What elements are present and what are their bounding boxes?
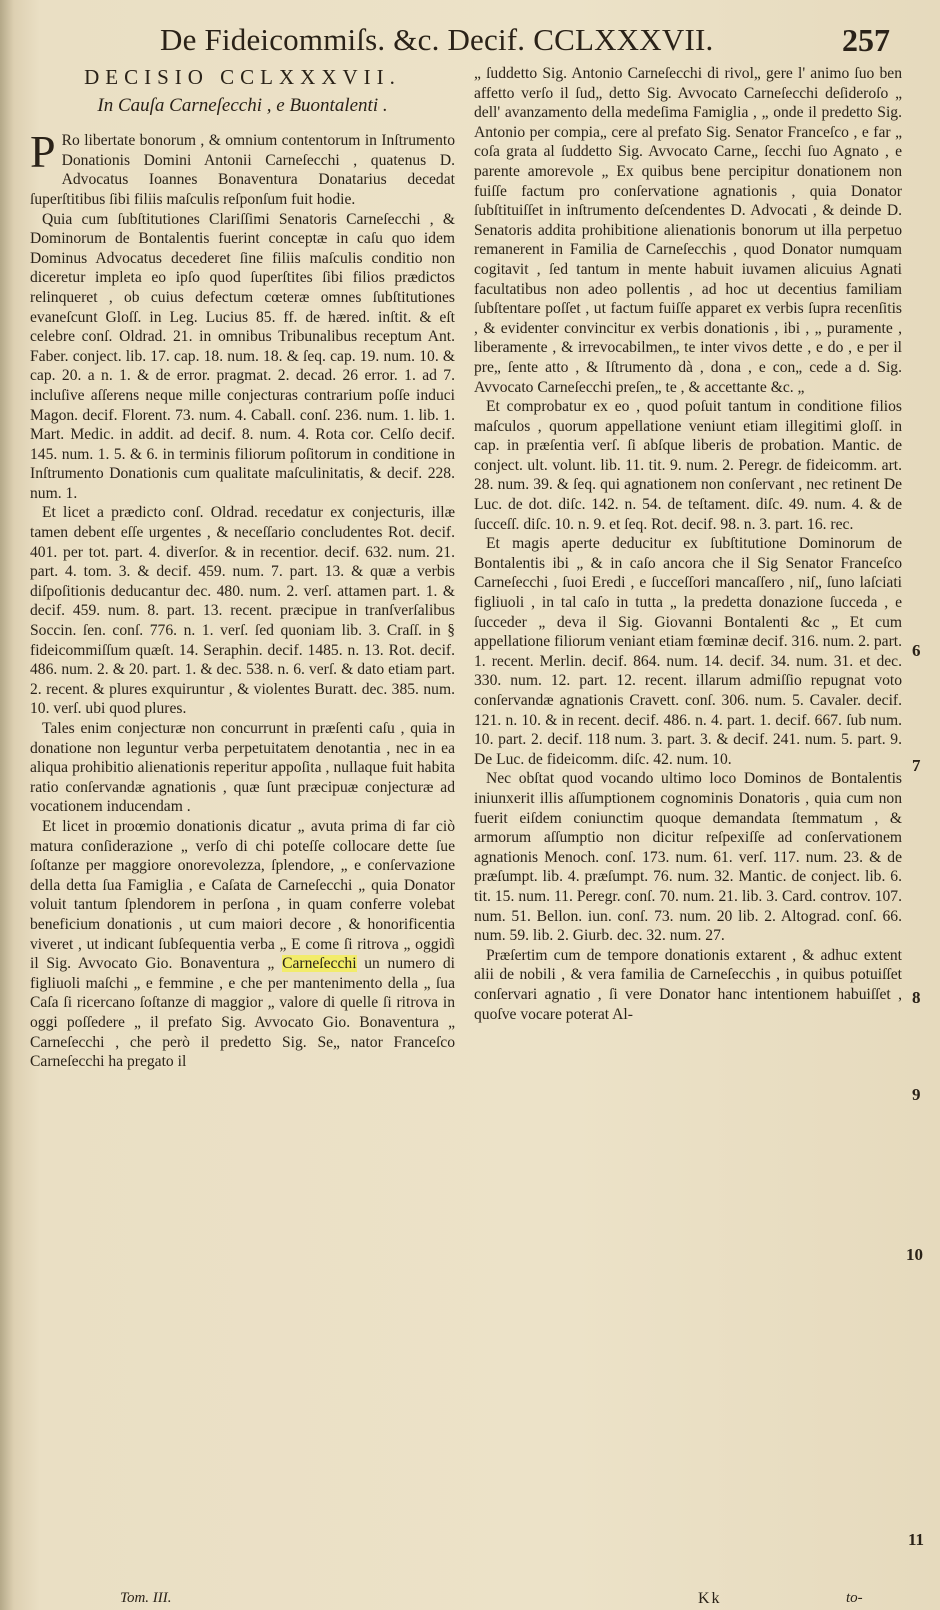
margin-number: 11 bbox=[908, 1530, 925, 1549]
case-title: In Cauſa Carneſecchi , e Buontalenti . bbox=[97, 94, 388, 116]
paragraph: „ ſuddetto Sig. Antonio Carneſecchi di rivol„ gere l' animo ſuo ben affetto verſo il ſud„ detto Sig. Avvocato Carneſecchi deſideroſo „ dell' avanzamento della medeſima Famiglia , „ onde il predetto Sig. Antonio per compia„ cere al prefato Sig. Senator Franceſco , e far „ coſa grata al ſuddetto Sig. Avvocato Carne„ ſecchi ſuo Agnato , e parente amorevole „ Ex quibus bene percipitur donationem non fuiſſe factum pro conſervatione agnationis , quia Donator ſubſtituiſſet in inſtrumento deſcendentes D. Advocati , & deinde D. Senatoris addita prohibitione alienationis bonorum ut illa perpetuo remanerent in Familia de Carneſecchis , quod Donator numquam cogitavit , ſed tantum in mente habuit iuvamen alicuius Agnati facultatibus non adeo pollentis , ad hoc ut decentius familiam ſubſtentare poſſet , ut factum fuiſſe apparet ex verbis ſupra recenſitis , & evidenter convincitur ex verbis donationis , ibi , „ puramente , liberamente , & irrevocabilmen„ te inter vivos dette , e do , e per il pre„ ſente atto , & Iſtrumento dà , dona , e con„ cede a d. Sig. Avvocato Carneſecchi preſen„ te , & accettante &c. „ bbox=[474, 65, 902, 396]
gathering-mark: Kk bbox=[698, 1590, 722, 1607]
paragraph: Tales enim conjecturæ non concurrunt in præſenti caſu , quia in donatione non leguntur verba perpetuitatem denotantia , nec in ea aliqua prohibitio alienationis reperitur appoſita , nullaque fuit habita ratio conſervandæ agnationis , quæ ſunt præcipuæ conjecturæ ad vocationem inducendam . bbox=[30, 720, 455, 816]
page-header bbox=[150, 20, 890, 64]
paragraph: Et magis aperte deducitur ex ſubſtitutione Dominorum de Bontalentis ibi „ & in caſo ancora che il Sig Senator Franceſco Carneſecchi , ſuoi Eredi , e ſucceſſori mancaſſero , niſ„ ſuno laſciati figliuoli , in tal caſo in tutta „ la predetta donazione ſucceda , e ſucceder „ deva il Sig. Giovanni Bontalenti &c „ Et cum appellatione filiorum veniant etiam fœminæ decif. 316. num. 2. part. 1. recent. Merlin. decif. 864. num. 14. decif. 34. num. 31. et dec. 330. num. 12. part. 12. recent. illarum admiſſio repugnat voto conſervandæ agnationis Cravett. conſ. 306. num. 5. Cavaler. decif. 121. n. 10. & in recent. decif. 486. n. 4. part. 1. decif. 667. ſub num. 10. part. 2. decif. 118 num. 3. part. 3. & decif. 241. num. 5. part. 9. De Luc. de fideicomm. diſc. 42. num. 10. bbox=[474, 535, 902, 768]
paragraph: Præſertim cum de tempore donationis extarent , & adhuc extent alii de nobili , & vera familia de Carneſecchis , in quibus potuiſſet conſervari agnatio , ſi vere Donator hanc intentionem habuiſſet , quoſve vocare poterat Al- bbox=[474, 946, 902, 1023]
paragraph: Et licet in proœmio donationis dicatur „ avuta prima di far ciò matura conſiderazione „ verſo di chi poteſſe collocare dette ſue ſoſtanze per maggiore onorevolezza, ſplendore, „ e conſervazione della detta ſua Famiglia , e Caſata de Carneſecchi „ quia Donator voluit tantum ſplendorem in perſona , in quam conferre volebat beneficium donationis , ut cum maiori decore , & honorificentia viveret , ut indicant ſubſequentia verba „ E come ſi ritrova „ oggidì il Sig. Avvocato Gio. Bonaventura „ Carneſecchi un numero di figliuoli maſchi „ e femmine , e che per mantenimento della „ ſua Caſa ſi ricercano ſoſtanze di maggior „ valore di quelle ſi ritrova in oggi poſſedere „ il prefato Sig. Avvocato Gio. Bonaventura „ Carneſecchi , che però il predetto Sig. Se„ nator Franceſco Carneſecchi ha pregato il bbox=[30, 817, 455, 1071]
paragraph: Quia cum ſubſtitutiones Clariſſimi Senatoris Carneſecchi , & Dominorum de Bontalentis fuerint conceptæ in caſu quo idem Dominus Advocatus decederet ſine filiis maſculis conditio non diceretur impleta eo ipſo quod ſuperſtites ſibi filios prædictos relinqueret , ob cuius defectum cœteræ omnes ſubſtitutiones evaneſcunt Gloſſ. in Leg. Lucius 85. ff. de hæred. inſtit. & eſt celebre conſ. Oldrad. 21. in omnibus Tribunalibus receptum Ant. Faber. conject. lib. 17. cap. 18. num. 18. & ſeq. cap. 19. num. 10. & cap. 20. a n. 1. & de error. pragmat. 2. decad. 26 error. 1. ad 7. incluſive aſſerens neque mille conjecturas contrarium poſſe induci Magon. decif. Florent. 73. num. 4. Caball. conſ. 236. num. 1. lib. 1. Mart. Medic. in addit. ad decif. 8. num. 4. Rota cor. Celſo decif. 145. num. 1. 5. & 6. in terminis filiorum poſitorum in conditione in Inſtrumento Donationis cum qualitate maſculinitatis, & decif. 228. num. 1. bbox=[30, 210, 455, 502]
drop-cap: P bbox=[30, 126, 56, 178]
decision-title: DECISIO CCLXXXVII. bbox=[84, 65, 401, 89]
paragraph: P Ro libertate bonorum , & omnium contentorum in Inſtrumento Donationis Domini Antonii Carneſecchi , quatenus D. Advocatus Ioannes Bonaventura Donatarius decedat ſuperſtitibus ſibi filiis maſculis reſponſum fuit hodie. bbox=[30, 126, 455, 208]
left-column bbox=[30, 64, 455, 1072]
margin-number: 7 bbox=[912, 756, 921, 775]
highlighted-word: Carneſecchi bbox=[282, 955, 357, 973]
paragraph: Et comprobatur ex eo , quod poſuit tantum in conditione filios maſculos , quorum appellatione veniunt etiam illegitimi gloſſ. in cap. in præſentia verſ. ſi abſque liberis de probation. Mantic. de conject. ult. volunt. lib. 11. tit. 9. num. 2. Peregr. de fideicomm. art. 28. num. 39. & ſeq. qui agnationem non conſervant , nec retinent De Luc. de dot. diſc. 142. n. 54. de teſtament. diſc. 49. num. 4. & de ſucceſſ. diſc. 10. n. 9. et ſeq. Rot. decif. 98. n. 3. part. 16. rec. bbox=[474, 398, 902, 533]
right-column bbox=[474, 64, 902, 1024]
page-number: 257 bbox=[842, 22, 890, 58]
margin-number: 6 bbox=[912, 641, 921, 660]
catchword: to- bbox=[846, 1590, 863, 1606]
paragraph: Et licet a prædicto conſ. Oldrad. recedatur ex conjecturis, illæ tamen debent eſſe urgentes , & neceſſario concludentes Rot. decif. 401. per tot. part. 4. diverſor. & in recentior. decif. 632. num. 21. part. 4. tom. 3. & decif. 459. num. 7. part. 13. & quæ a verbis diſpoſitionis deducantur dec. 480. num. 2. verſ. attamen part. 1. & decif. 459. num. 8. part. 13. recent. præcipue in tranſverſalibus Soccin. ſen. conſ. 776. n. 1. verſ. ſed quoniam lib. 3. Craſſ. in § fideicommiſſum quæſt. 14. Seraphin. decif. 1485. n. 13. Rot. decif. 486. num. 2. & 20. part. 1. & dec. 538. n. 6. verſ. & dato etiam part. 2. recent. & plures exquiruntur , & violentes Buratt. dec. 385. num. 10. verſ. ubi quod plures. bbox=[30, 504, 455, 718]
paragraph: Nec obſtat quod vocando ultimo loco Dominos de Bontalentis iniunxerit illis aſſumptionem cognominis Donatoris , quia cum non fuerit eiſdem coniunctim quoque demandata ſtemmatum , & armorum aſſumptio non dicitur reſpexiſſe ad conſervationem agnationis Menoch. conſ. 173. num. 61. verſ. 117. num. 23. & de præſumpt. lib. 4. præſumpt. 76. num. 32. Mantic. de conject. lib. 6. tit. 15. num. 11. Peregr. conſ. 70. num. 21. lib. 3. Card. controv. 107. num. 51. Bellon. iun. conſ. 73. num. 20 lib. 2. Altograd. conſ. 66. num. 59. lib. 2. Giurb. dec. 32. num. 27. bbox=[474, 770, 902, 945]
margin-number: 9 bbox=[912, 1085, 921, 1104]
volume-signature: Tom. III. bbox=[120, 1590, 172, 1606]
running-title: De Fideicommiſs. &c. Decif. CCLXXXVII. bbox=[160, 22, 714, 57]
margin-number: 8 bbox=[912, 988, 921, 1007]
margin-number: 10 bbox=[906, 1245, 923, 1264]
